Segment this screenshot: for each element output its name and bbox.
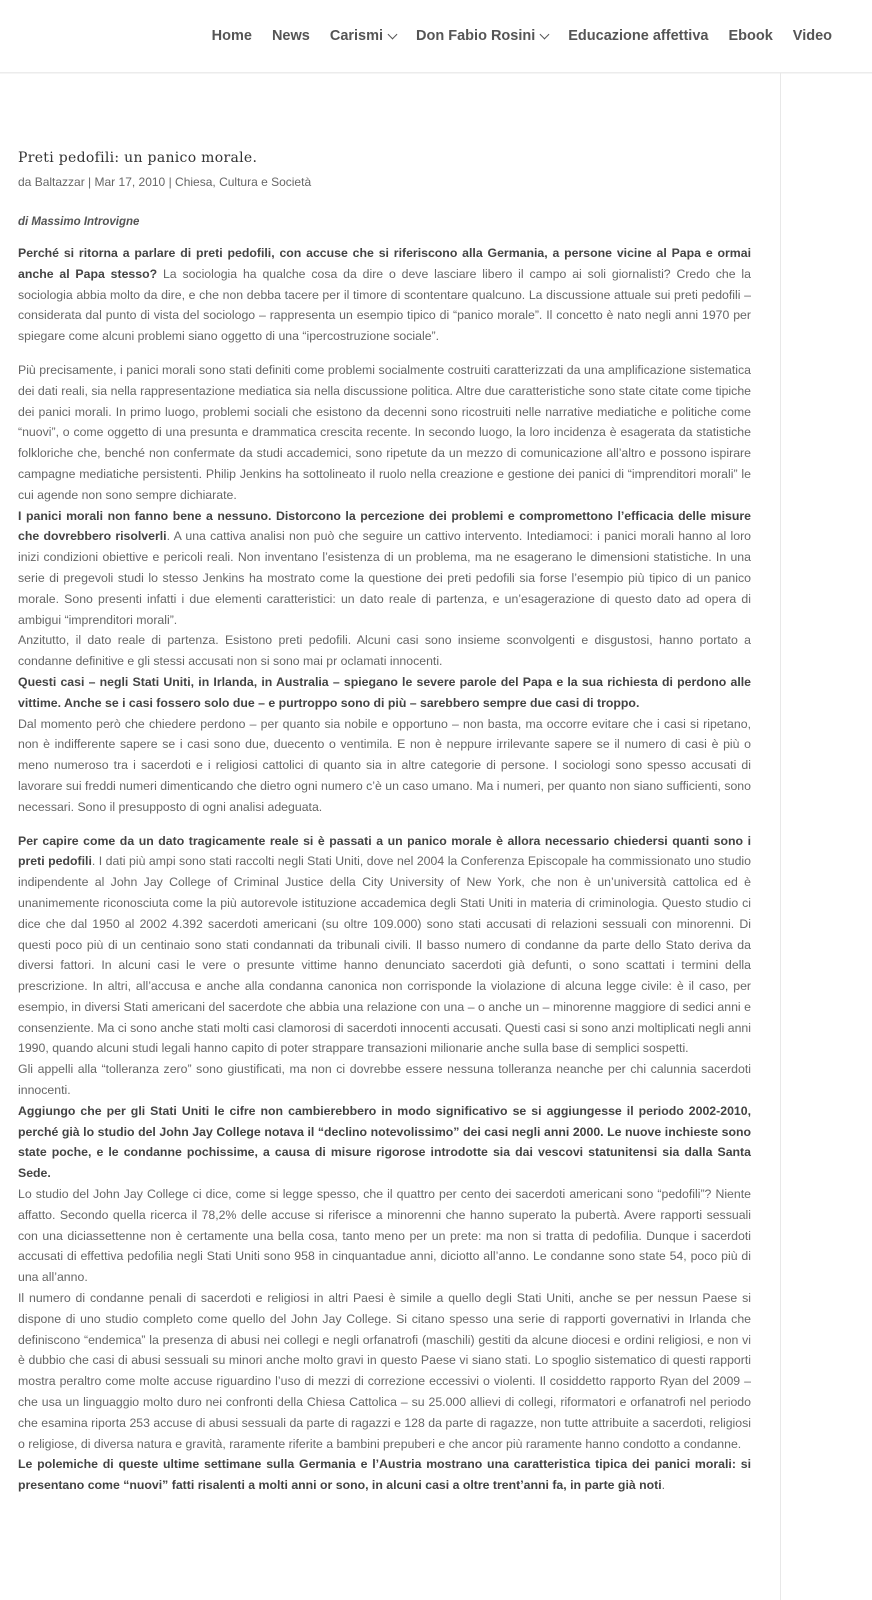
paragraph-8: Gli appelli alla “tolleranza zero” sono giustificati, ma non ci dovrebbe essere nessuna tolleranza neanche per chi calunnia sacerdoti innocenti. — [18, 1062, 751, 1098]
post-byline: di Massimo Introvigne — [18, 216, 140, 228]
paragraph-1: Perché si ritorna a parlare di preti pedofili, con accuse che si riferiscono alla Germania, a persone vicine al Papa e ormai anche al Papa stesso? La sociologia ha qualche cosa da dire o deve lasciare libero il campo ai soli giornalisti? Credo che la sociologia abbia molto da dire, e che non debba tacere per il timore di scontentare qualcuno. La discussione attuale sui preti pedofili – considerata dal punto di vista del sociologo – rappresenta un esempio tipico di “panico morale”. Il concetto è nato negli anni 1970 per spiegare come alcuni problemi siano oggetto di una “ipercostruzione sociale”. — [18, 246, 751, 344]
paragraph-9: Aggiungo che per gli Stati Uniti le cifre non cambierebbero in modo significativo se si aggiungesse il periodo 2002-2010, perché già lo studio del John Jay College notava il “declino notevolissimo” dei casi negli anni 2000. Le nuove inchieste sono state poche, e le condanne pochissime, a causa di misure rigorose introdotte sia dai vescovi statunitensi sia dalla Santa Sede. — [18, 1103, 751, 1181]
category-link-cultura-societa[interactable]: Cultura e Società — [219, 175, 312, 189]
paragraph-11: Il numero di condanne penali di sacerdoti e religiosi in altri Paesi è simile a quello degli Stati Uniti, anche se per nessun Paese si dispone di uno studio completo come quello del John Jay College. Si citano spesso una serie di rapporti governativi in Irlanda che definiscono “endemica” la presenza di abusi nei collegi e negli orfanatrofi (maschili) gestiti da alcune diocesi e ordini religiosi, e non vi è dubbio che casi di abusi sessuali su minori anche molto gravi in questo Paese vi siano stati. Lo spoglio sistematico di questi rapporti mostra peraltro come molte accuse riguardino l’uso di mezzi di correzione eccessivi o violenti. Il cosiddetto rapporto Ryan del 2009 – che usa un linguaggio molto duro nei confronti della Chiesa Cattolica – su 25.000 allievi di collegi, riformatori e orfanatrofi nel periodo che esamina riporta 253 accuse di abusi sessuali da parte di ragazzi e 128 da parte di ragazze, non tutte attribuite a sacerdoti, religiosi o religiose, di diversa natura e gravità, raramente riferite a bambini prepuberi e che ancor più raramente hanno condotto a condanne. — [18, 1291, 751, 1451]
category-link-chiesa[interactable]: Chiesa — [175, 175, 213, 189]
paragraph-12: Le polemiche di queste ultime settimane sulla Germania e l’Austria mostrano una caratteristica tipica dei panici morali: si presentano come “nuovi” fatti risalenti a molti anni or sono, in alcuni casi a oltre trent’anni fa, in parte già noti. — [18, 1457, 751, 1493]
site-header — [0, 0, 872, 73]
nav-item-video[interactable]: Video — [792, 28, 832, 44]
post-meta: da Baltazzar | Mar 17, 2010 | Chiesa, Cultura e Società — [18, 175, 312, 189]
post-date: Mar 17, 2010 — [94, 175, 166, 189]
main-navigation — [192, 26, 832, 46]
sidebar-divider — [780, 73, 781, 1600]
nav-item-carismi[interactable]: Carismi — [330, 26, 396, 46]
paragraph-6: Dal momento però che chiedere perdono – per quanto sia nobile e opportuno – non basta, ma occorre evitare che i casi si ripetano, non è indifferente sapere se i casi sono due, duecento o ventimila. E non è neppure irrilevante sapere se il numero di casi è più o meno numeroso tra i sacerdoti e i religiosi cattolici di quanto sia in altre categorie di persone. I sociologi sono spesso accusati di lavorare sui freddi numeri dimenticando che dietro ogni numero c’è un caso umano. Ma i numeri, per quanto non siano sufficienti, sono necessari. Sono il presupposto di ogni analisi adeguata. — [18, 716, 751, 814]
paragraph-3: I panici morali non fanno bene a nessuno. Distorcono la percezione dei problemi e compromettono l’efficacia delle misure che dovrebbero risolverli. A una cattiva analisi non può che seguire un cattivo intervento. Intediamoci: i panici morali hanno al loro inizi condizioni obiettive e pericoli reali. Non inventano l’esistenza di un problema, ma ne esagerano le dimensioni statistiche. In una serie di pregevoli studi lo stesso Jenkins ha mostrato come la questione dei preti pedofili sia forse l’esempio più tipico di un panico morale. Sono presenti infatti i due elementi caratteristici: un dato reale di partenza, e un’esagerazione di questo dato ad opera di ambigui “imprenditori morali”. — [18, 508, 752, 627]
chevron-down-icon — [540, 29, 550, 39]
paragraph-2: Più precisamente, i panici morali sono stati definiti come problemi socialmente costruiti caratterizzati da una amplificazione sistematica dei dati reali, sia nella rappresentazione mediatica sia nella discussione politica. Altre due caratteristiche sono state citate come tipiche dei panici morali. In primo luogo, problemi sociali che esistono da decenni sono ricostruiti nelle narrative mediatiche e politiche come “nuovi”, o come oggetto di una presunta e drammatica crescita recente. In secondo luogo, la loro incidenza è esagerata da statistiche folkloriche che, benché non confermate da studi accademici, sono ripetute da un mezzo di comunicazione all’altro e possono ispirare campagne mediatiche persistenti. Philip Jenkins ha sottolineato il ruolo nella creazione e gestione dei panici di “imprenditori morali” le cui agende non sono sempre dichiarate. — [18, 362, 751, 502]
paragraph-10: Lo studio del John Jay College ci dice, come si legge spesso, che il quattro per cento dei sacerdoti americani sono “pedofili”? Niente affatto. Secondo quella ricerca il 78,2% delle accuse si riferisce a minorenni che hanno superato la pubertà. Avere rapporti sessuali con una diciassettenne non è certamente una bella cosa, tanto meno per un prete: ma non si tratta di pedofilia. Dunque i sacerdoti accusati di effettiva pedofilia negli Stati Uniti sono 958 in cinquantadue anni, diciotto all’anno. Le condanne sono state 54, poco più di una all’anno. — [18, 1187, 751, 1285]
post-article — [18, 150, 751, 1496]
paragraph-7: Per capire come da un dato tragicamente reale si è passati a un panico morale è allora necessario chiedersi quanti sono i preti pedofili. I dati più ampi sono stati raccolti negli Stati Uniti, dove nel 2004 la Conferenza Episcopale ha commissionato uno studio indipendente al John Jay College of Criminal Justice della City University of New York, che non è un’università cattolica ed è unanimemente riconosciuta come la più autorevole istituzione accademica degli Stati Uniti in materia di criminologia. Questo studio ci dice che dal 1950 al 2002 4.392 sacerdoti americani (su oltre 109.000) sono stati accusati di relazioni sessuali con minorenni. Di questi poco più di un centinaio sono stati condannati da tribunali civili. Il basso numero di condanne da parte dello Stato deriva da diversi fattori. In alcuni casi le vere o presunte vittime hanno denunciato sacerdoti già defunti, o sono scattati i termini della prescrizione. In altri, all’accusa e anche alla condanna canonica non corrisponde la violazione di alcuna legge civile: è il caso, per esempio, in diversi Stati americani del sacerdote che abbia una relazione con una – o anche un – minorenne maggiore di sedici anni e consenziente. Ma ci sono anche stati molti casi clamorosi di sacerdoti innocenti accusati. Questi casi si sono anzi moltiplicati negli anni 1990, quando alcuni studi legali hanno capito di poter strappare transazioni milionarie anche sulla base di semplici sospetti. — [18, 833, 751, 1056]
nav-item-news[interactable]: News — [271, 28, 310, 44]
nav-item-home[interactable]: Home — [211, 28, 252, 44]
paragraph-5: Questi casi – negli Stati Uniti, in Irlanda, in Australia – spiegano le severe parole del Papa e la sua richiesta di perdono alle vittime. Anche se i casi fossero solo due – e purtroppo sono di più – sarebbero sempre due casi di troppo. — [18, 674, 751, 710]
author-link[interactable]: Baltazzar — [34, 175, 85, 189]
chevron-down-icon — [388, 29, 398, 39]
nav-item-ebook[interactable]: Ebook — [728, 28, 773, 44]
nav-item-educazione-affettiva[interactable]: Educazione affettiva — [568, 28, 709, 44]
paragraph-4: Anzitutto, il dato reale di partenza. Esistono preti pedofili. Alcuni casi sono insieme sconvolgenti e disgustosi, hanno portato a condanne definitive e gli stessi accusati non si sono mai pr oclamati innocenti. — [18, 633, 751, 669]
post-title: Preti pedofili: un panico morale. — [18, 150, 258, 166]
nav-item-don-fabio-rosini[interactable]: Don Fabio Rosini — [416, 26, 548, 46]
